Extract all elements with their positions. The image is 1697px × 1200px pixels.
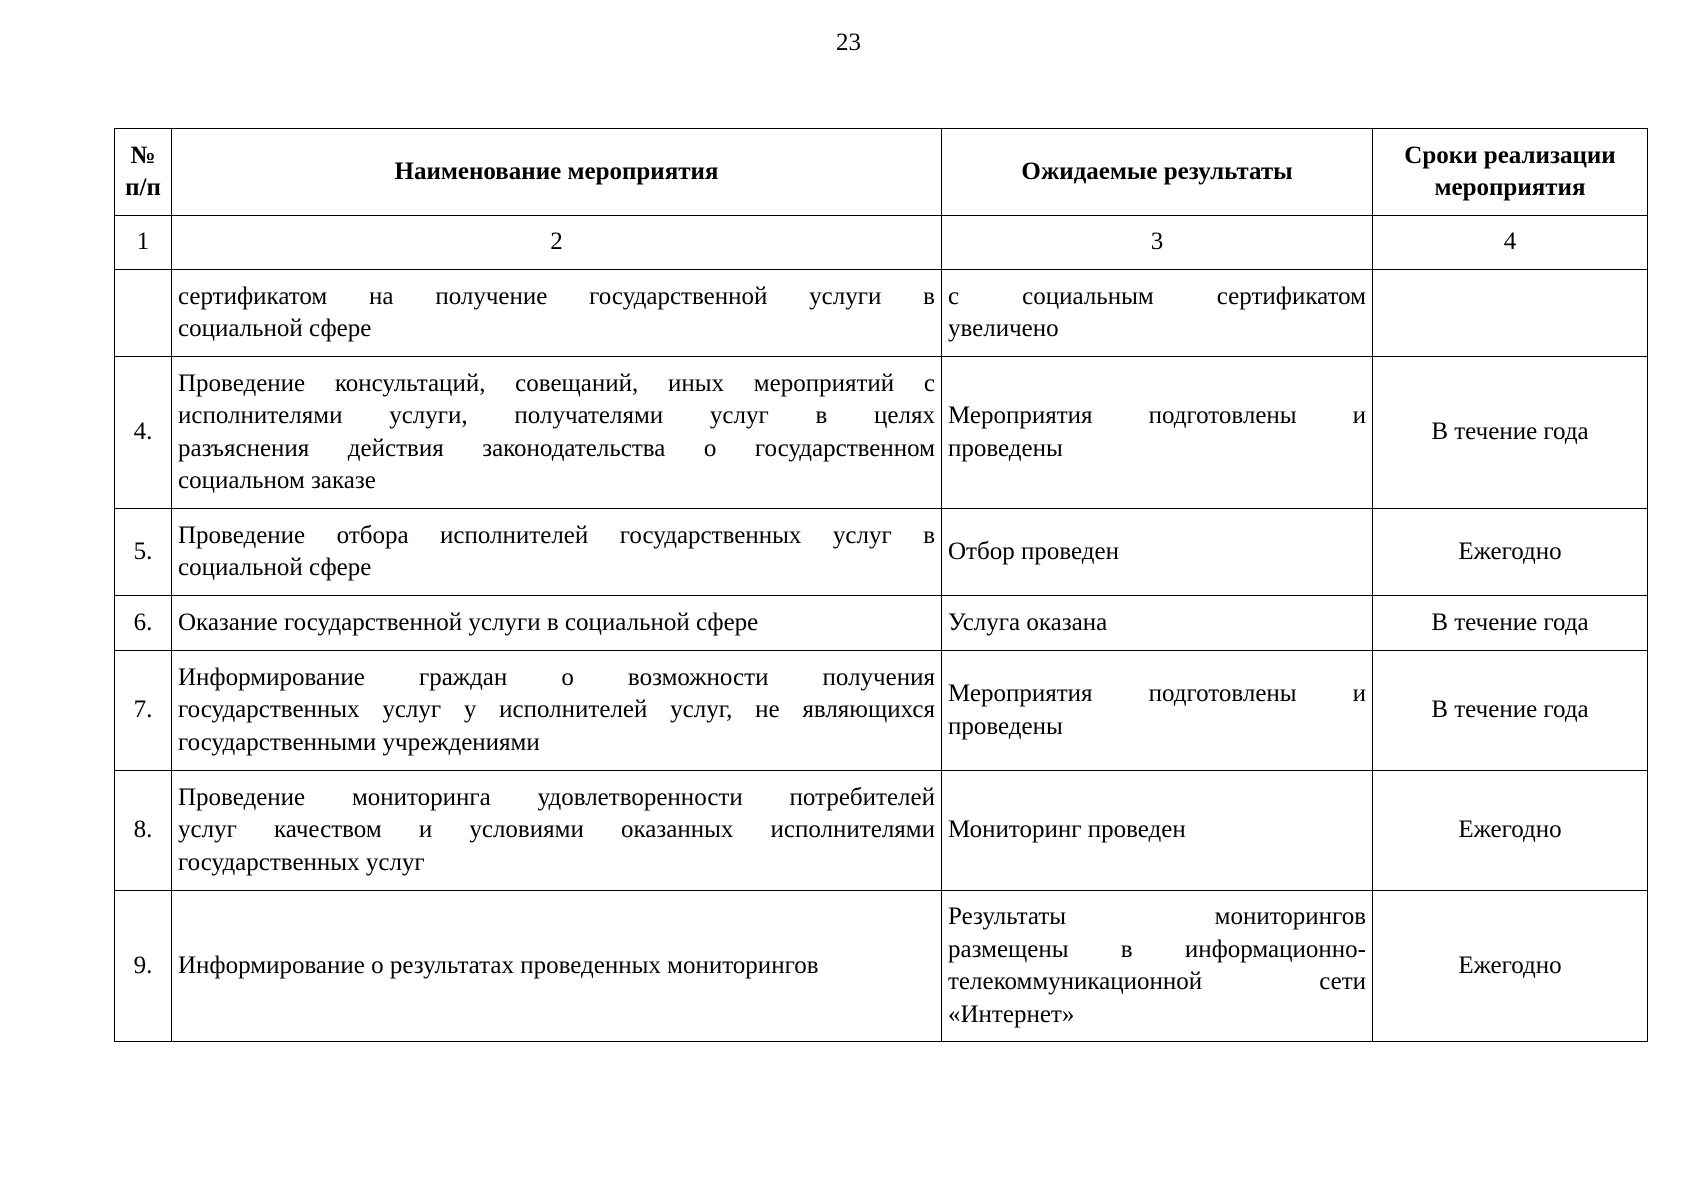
- row-name-line: услуг качеством и условиями оказанных исполнителями: [178, 816, 935, 844]
- row-name: [172, 357, 942, 509]
- row-result: [942, 509, 1373, 596]
- row-name-line: Проведение отбора исполнителей государственных услуг в: [178, 521, 935, 549]
- header-terms: Сроки реализации мероприятия: [1373, 129, 1648, 216]
- row-result: [942, 596, 1373, 651]
- row-number: 8.: [115, 771, 172, 891]
- row-result-line: увеличено: [948, 315, 1059, 342]
- row-term: В течение года: [1373, 651, 1648, 771]
- row-term: Ежегодно: [1373, 891, 1648, 1042]
- table-row: [115, 357, 1648, 509]
- row-result-line: Мероприятия подготовлены и: [948, 402, 1366, 429]
- row-name: [172, 771, 942, 891]
- row-name-line: государственными учреждениями: [178, 728, 540, 756]
- row-result-line: Отбор проведен: [948, 537, 1119, 565]
- row-name: [172, 596, 942, 651]
- row-name: [172, 509, 942, 596]
- row-name-line: Информирование граждан о возможности получения: [178, 663, 935, 691]
- row-name-line: социальной сфере: [178, 554, 372, 581]
- row-name-line: разъяснения действия законодательства о государственном: [178, 434, 935, 462]
- row-result: [942, 357, 1373, 509]
- row-name-line: государственных услуг: [178, 848, 425, 876]
- column-number: 4: [1373, 216, 1648, 270]
- row-name-line: социальном заказе: [178, 467, 376, 494]
- row-number: 9.: [115, 891, 172, 1042]
- row-term: [1373, 270, 1648, 357]
- row-name-line: Информирование о результатах проведенных мониторингов: [178, 951, 819, 979]
- row-term: В течение года: [1373, 357, 1648, 509]
- row-name-line: Оказание государственной услуги в социальной сфере: [178, 608, 759, 636]
- row-name-line: социальной сфере: [178, 315, 372, 342]
- page-number: 23: [836, 29, 861, 56]
- row-name-line: государственных услуг у исполнителей услуг, не являющихся: [178, 696, 935, 724]
- row-number: 6.: [115, 596, 172, 651]
- column-number: 3: [942, 216, 1373, 270]
- header-name: Наименование мероприятия: [172, 129, 942, 216]
- row-result: [942, 891, 1373, 1042]
- row-result-line: телекоммуникационной сети: [948, 968, 1366, 995]
- row-term: Ежегодно: [1373, 771, 1648, 891]
- table-row: [115, 509, 1648, 596]
- table-row: [115, 771, 1648, 891]
- column-numbers-row: [115, 216, 1648, 270]
- row-result-line: Мониторинг проведен: [948, 816, 1186, 844]
- row-result-line: проведены: [948, 712, 1063, 740]
- table-row: [115, 891, 1648, 1042]
- row-number: [115, 270, 172, 357]
- row-result-line: Результаты мониторингов: [948, 903, 1366, 930]
- column-number: 1: [115, 216, 172, 270]
- row-term: В течение года: [1373, 596, 1648, 651]
- table-row: [115, 651, 1648, 771]
- table-row: [115, 596, 1648, 651]
- row-result-line: с социальным сертификатом: [948, 282, 1366, 310]
- row-name: [172, 651, 942, 771]
- measures-table: [114, 128, 1648, 1042]
- row-term: Ежегодно: [1373, 509, 1648, 596]
- row-name-line: Проведение консультаций, совещаний, иных мероприятий с: [178, 369, 935, 397]
- row-name-line: исполнителями услуги, получателями услуг в целях: [178, 402, 935, 429]
- row-result: [942, 270, 1373, 357]
- row-name-line: Проведение мониторинга удовлетворенности потребителей: [178, 783, 935, 811]
- row-name: [172, 891, 942, 1042]
- row-name-line: сертификатом на получение государственной услуги в: [178, 282, 935, 310]
- row-number: 7.: [115, 651, 172, 771]
- row-name: [172, 270, 942, 357]
- row-number: 4.: [115, 357, 172, 509]
- header-results: Ожидаемые результаты: [942, 129, 1373, 216]
- row-result: [942, 651, 1373, 771]
- row-result-line: «Интернет»: [948, 1000, 1075, 1028]
- row-result: [942, 771, 1373, 891]
- header-row: [115, 129, 1648, 216]
- header-num: № п/п: [115, 129, 172, 216]
- table-row: [115, 270, 1648, 357]
- column-number: 2: [172, 216, 942, 270]
- row-result-line: размещены в информационно-: [948, 935, 1366, 963]
- row-number: 5.: [115, 509, 172, 596]
- row-result-line: Мероприятия подготовлены и: [948, 680, 1366, 707]
- row-result-line: Услуга оказана: [948, 608, 1108, 636]
- row-result-line: проведены: [948, 434, 1063, 462]
